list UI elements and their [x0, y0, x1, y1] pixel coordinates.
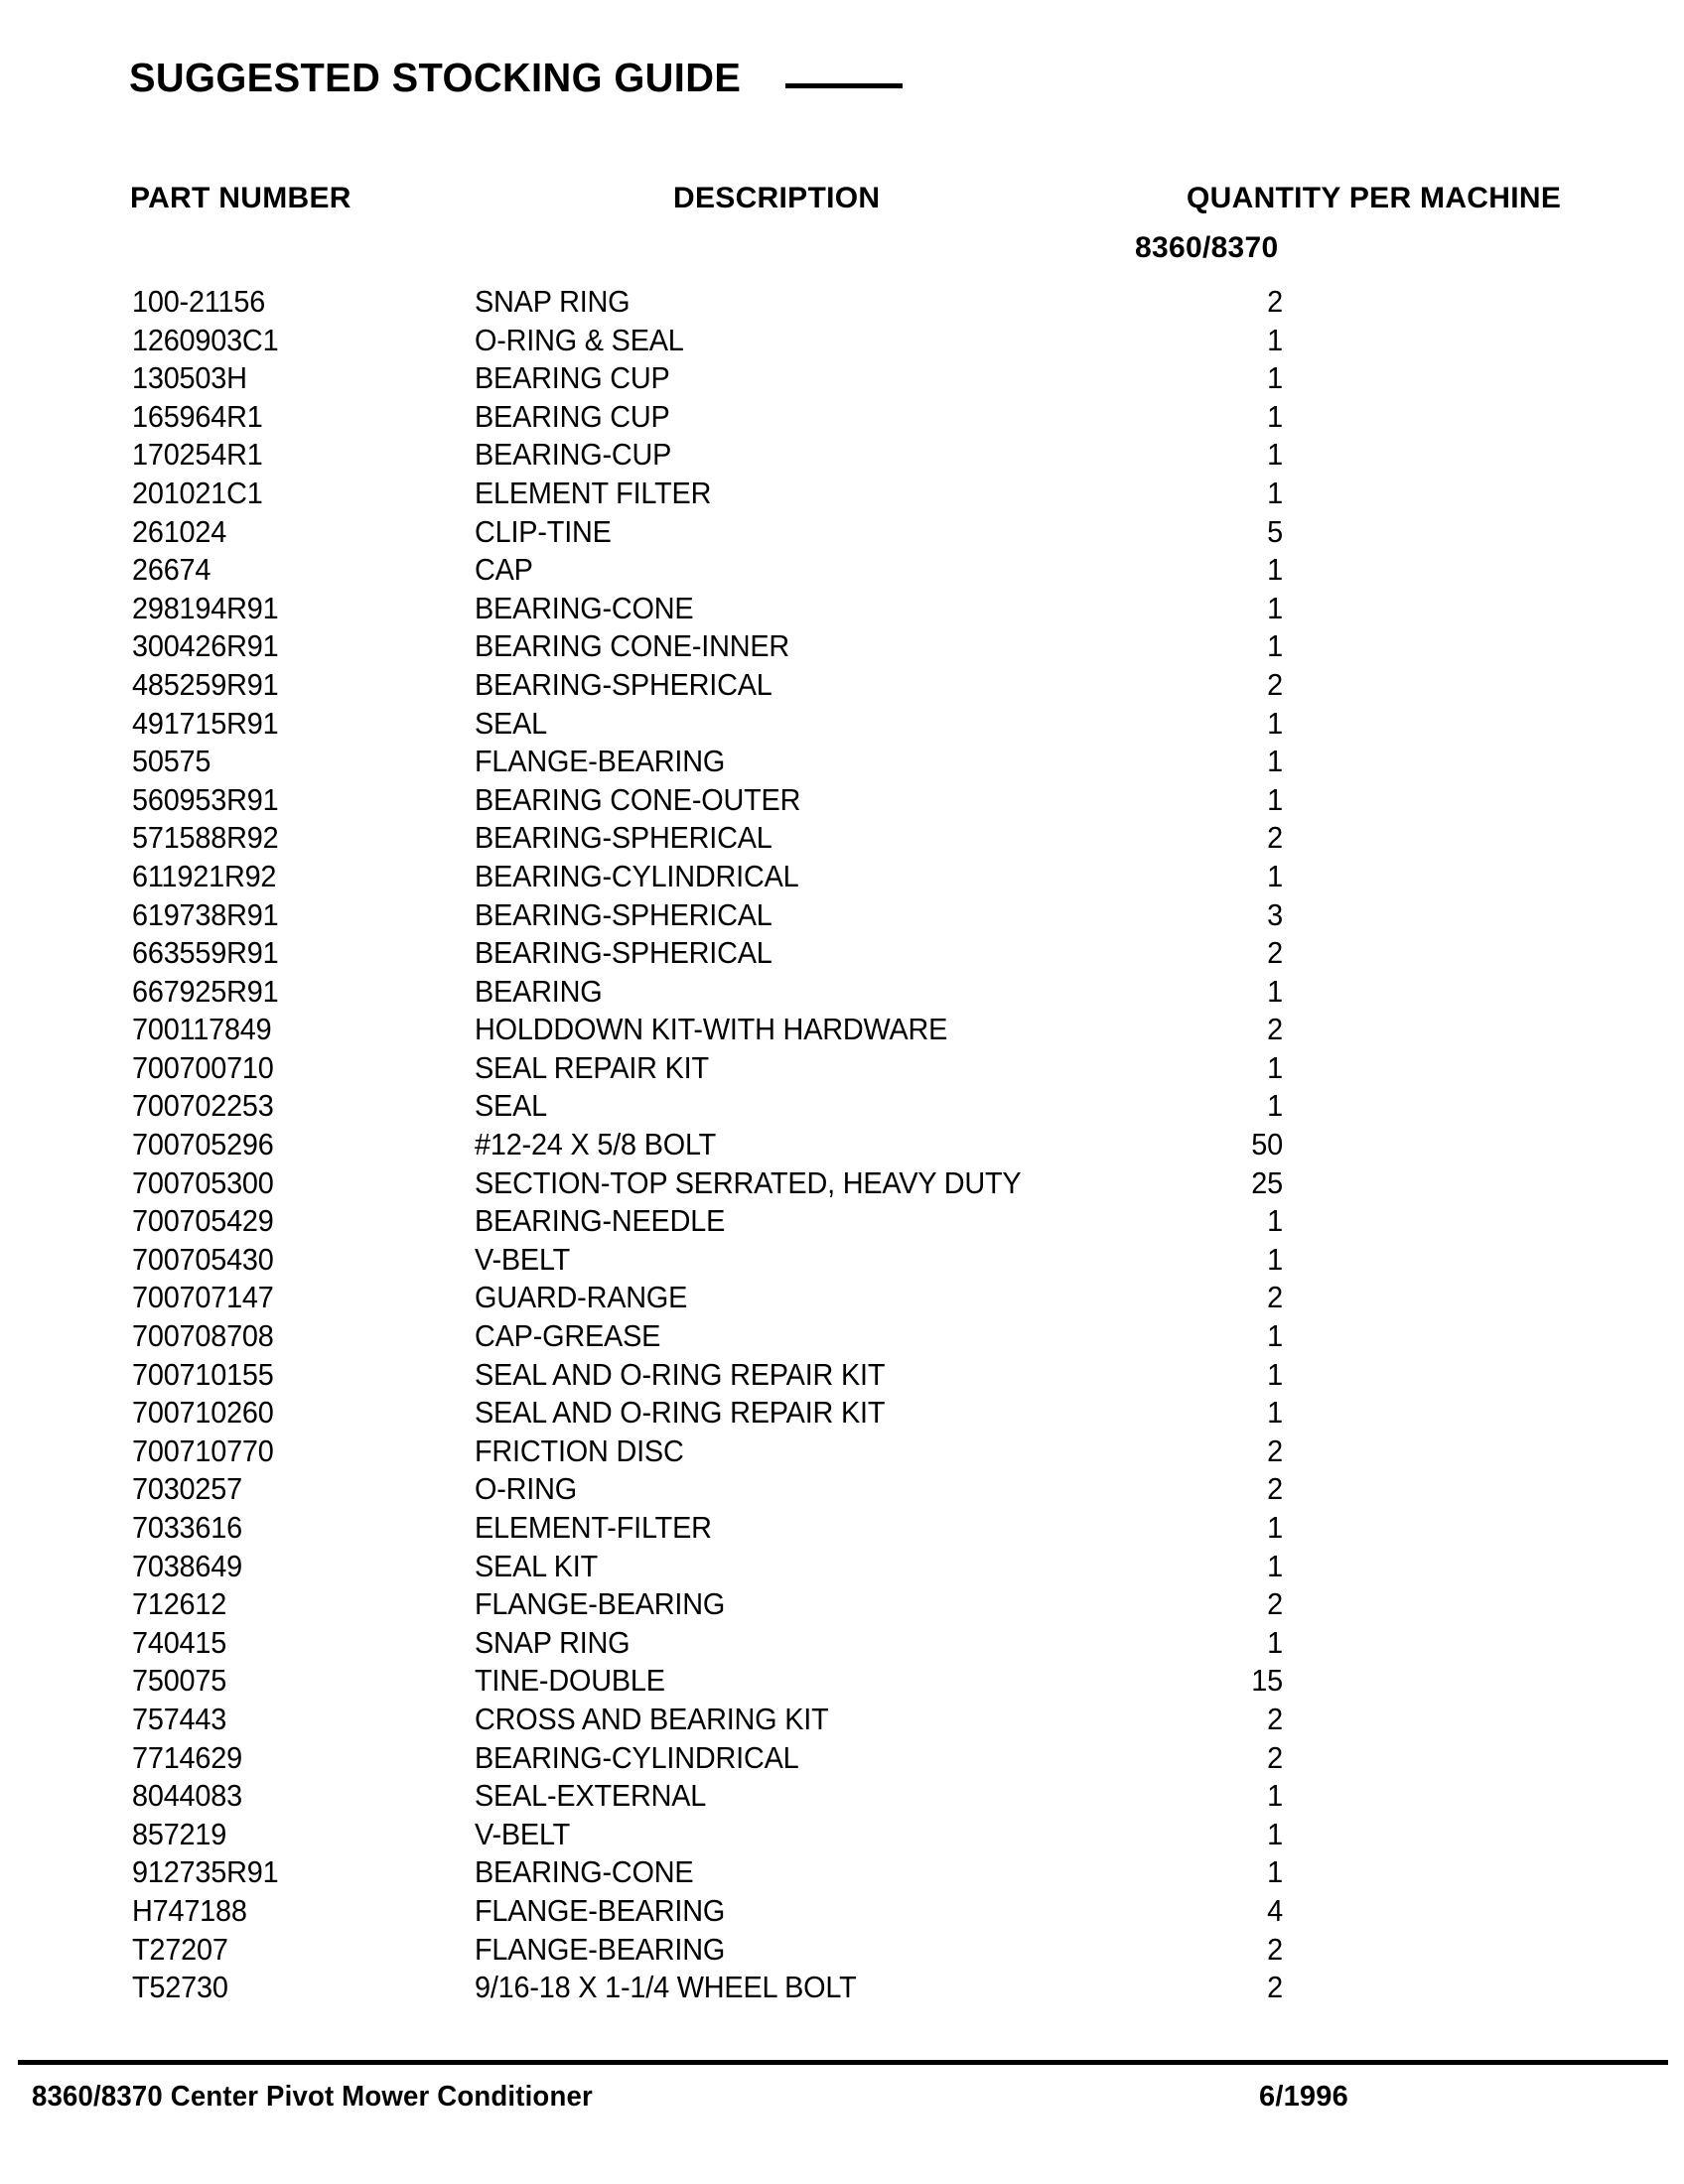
cell-description: SNAP RING [475, 284, 631, 319]
cell-quantity: 1 [1267, 705, 1283, 741]
table-row [0, 283, 1684, 322]
table-row [0, 1662, 1684, 1701]
cell-part-number: 130503H [132, 360, 247, 396]
cell-part-number: 700705296 [132, 1127, 274, 1162]
column-header-quantity: QUANTITY PER MACHINE [1187, 182, 1562, 214]
cell-description: FLANGE-BEARING [475, 1931, 726, 1967]
table-row [0, 666, 1684, 705]
cell-description: V-BELT [475, 1816, 571, 1851]
table-row [0, 1548, 1684, 1586]
table-row [0, 896, 1684, 935]
cell-part-number: 7714629 [132, 1739, 242, 1775]
footer-date: 6/1996 [1259, 2081, 1348, 2113]
cell-quantity: 1 [1267, 437, 1283, 473]
table-column-headers [0, 184, 1684, 273]
cell-description: SNAP RING [475, 1624, 631, 1660]
cell-part-number: 700700710 [132, 1049, 274, 1085]
table-row [0, 398, 1684, 437]
cell-quantity: 2 [1267, 1471, 1283, 1507]
table-row [0, 1433, 1684, 1471]
cell-part-number: 7030257 [132, 1471, 242, 1507]
cell-quantity: 1 [1267, 1088, 1283, 1124]
cell-quantity: 1 [1267, 1318, 1283, 1354]
cell-description: FRICTION DISC [475, 1433, 684, 1468]
table-row [0, 1969, 1684, 2007]
cell-part-number: 700705429 [132, 1203, 274, 1239]
cell-quantity: 2 [1267, 1586, 1283, 1622]
table-row [0, 1701, 1684, 1739]
cell-part-number: 700710260 [132, 1395, 274, 1431]
cell-part-number: T52730 [132, 1970, 228, 2005]
cell-part-number: 712612 [132, 1586, 227, 1622]
cell-quantity: 15 [1251, 1663, 1283, 1699]
cell-quantity: 1 [1267, 590, 1283, 625]
cell-description: BEARING-SPHERICAL [475, 896, 772, 932]
cell-description: BEARING-CYLINDRICAL [475, 858, 799, 893]
cell-part-number: 50575 [132, 744, 211, 779]
table-row [0, 1202, 1684, 1241]
cell-description: BEARING CONE-OUTER [475, 781, 801, 817]
table-row [0, 1394, 1684, 1433]
title-rule-decoration [785, 83, 903, 88]
cell-quantity: 1 [1267, 360, 1283, 396]
cell-part-number: 619738R91 [132, 896, 279, 932]
table-row [0, 1279, 1684, 1317]
cell-quantity: 1 [1267, 1624, 1283, 1660]
table-row [0, 1356, 1684, 1395]
table-row [0, 1317, 1684, 1356]
cell-quantity: 1 [1267, 1778, 1283, 1814]
cell-quantity: 1 [1267, 552, 1283, 588]
cell-part-number: 170254R1 [132, 437, 263, 473]
cell-quantity: 1 [1267, 1395, 1283, 1431]
table-row [0, 1892, 1684, 1931]
cell-description: BEARING CONE-INNER [475, 628, 790, 664]
table-row [0, 781, 1684, 820]
cell-description: FLANGE-BEARING [475, 1892, 726, 1928]
cell-description: HOLDDOWN KIT-WITH HARDWARE [475, 1012, 948, 1047]
cell-part-number: 740415 [132, 1624, 227, 1660]
cell-part-number: 700705300 [132, 1164, 274, 1200]
cell-description: CROSS AND BEARING KIT [475, 1701, 829, 1736]
footer-divider [18, 2060, 1668, 2065]
cell-quantity: 1 [1267, 322, 1283, 357]
table-row [0, 627, 1684, 666]
table-row [0, 1816, 1684, 1854]
table-row [0, 322, 1684, 360]
cell-description: BEARING [475, 973, 603, 1009]
parts-table-body [0, 283, 1684, 2007]
cell-quantity: 25 [1251, 1164, 1283, 1200]
table-row [0, 1739, 1684, 1778]
cell-description: O-RING [475, 1471, 577, 1507]
cell-part-number: 663559R91 [132, 935, 279, 971]
cell-part-number: 700702253 [132, 1088, 274, 1124]
cell-quantity: 1 [1267, 475, 1283, 510]
page-title: SUGGESTED STOCKING GUIDE [129, 55, 742, 100]
table-row [0, 1470, 1684, 1509]
table-row [0, 743, 1684, 781]
cell-description: SEAL-EXTERNAL [475, 1778, 707, 1814]
cell-part-number: 26674 [132, 552, 211, 588]
table-row [0, 1087, 1684, 1126]
cell-part-number: 700707147 [132, 1280, 274, 1315]
column-header-part-number: PART NUMBER [130, 182, 351, 214]
cell-part-number: 700705430 [132, 1241, 274, 1277]
cell-description: SEAL [475, 1088, 547, 1124]
cell-quantity: 2 [1267, 1012, 1283, 1047]
cell-quantity: 4 [1267, 1892, 1283, 1928]
cell-part-number: 700710155 [132, 1356, 274, 1392]
table-row [0, 1624, 1684, 1663]
table-row [0, 590, 1684, 628]
cell-part-number: 700708708 [132, 1318, 274, 1354]
cell-description: 9/16-18 X 1-1/4 WHEEL BOLT [475, 1970, 857, 2005]
cell-quantity: 1 [1267, 1854, 1283, 1890]
cell-part-number: 667925R91 [132, 973, 279, 1009]
footer-model-line: 8360/8370 Center Pivot Mower Conditioner [32, 2081, 593, 2113]
cell-quantity: 5 [1267, 513, 1283, 549]
cell-part-number: 491715R91 [132, 705, 279, 741]
cell-quantity: 1 [1267, 1049, 1283, 1085]
column-header-model: 8360/8370 [1135, 231, 1279, 264]
cell-part-number: 201021C1 [132, 475, 263, 510]
cell-description: GUARD-RANGE [475, 1280, 688, 1315]
cell-quantity: 1 [1267, 858, 1283, 893]
cell-description: BEARING-CYLINDRICAL [475, 1739, 799, 1775]
cell-quantity: 1 [1267, 744, 1283, 779]
table-row [0, 858, 1684, 896]
cell-description: BEARING CUP [475, 360, 670, 396]
cell-part-number: 298194R91 [132, 590, 279, 625]
cell-part-number: 750075 [132, 1663, 227, 1699]
cell-part-number: 912735R91 [132, 1854, 279, 1890]
cell-quantity: 1 [1267, 973, 1283, 1009]
cell-description: SEAL AND O-RING REPAIR KIT [475, 1356, 886, 1392]
title-row [129, 55, 903, 100]
table-row [0, 1011, 1684, 1049]
cell-description: O-RING & SEAL [475, 322, 684, 357]
cell-description: BEARING-SPHERICAL [475, 666, 772, 702]
cell-description: SEAL [475, 705, 547, 741]
cell-quantity: 2 [1267, 1970, 1283, 2005]
table-row [0, 1931, 1684, 1970]
cell-description: ELEMENT-FILTER [475, 1510, 712, 1545]
cell-part-number: H747188 [132, 1892, 247, 1928]
cell-description: #12-24 X 5/8 BOLT [475, 1127, 717, 1162]
cell-quantity: 1 [1267, 1203, 1283, 1239]
cell-description: SEAL AND O-RING REPAIR KIT [475, 1395, 886, 1431]
table-row [0, 513, 1684, 552]
table-row [0, 1126, 1684, 1164]
cell-part-number: 700117849 [132, 1012, 272, 1047]
cell-description: BEARING-SPHERICAL [475, 820, 772, 856]
cell-description: BEARING-CONE [475, 590, 694, 625]
cell-part-number: 300426R91 [132, 628, 279, 664]
cell-part-number: 261024 [132, 513, 227, 549]
cell-quantity: 50 [1251, 1127, 1283, 1162]
cell-part-number: 571588R92 [132, 820, 279, 856]
cell-part-number: 611921R92 [132, 858, 277, 893]
table-row [0, 819, 1684, 858]
cell-quantity: 2 [1267, 1739, 1283, 1775]
cell-quantity: 2 [1267, 1280, 1283, 1315]
table-row [0, 359, 1684, 398]
cell-part-number: 485259R91 [132, 666, 279, 702]
cell-description: CAP-GREASE [475, 1318, 661, 1354]
table-row [0, 973, 1684, 1012]
cell-quantity: 1 [1267, 628, 1283, 664]
table-row [0, 475, 1684, 513]
cell-part-number: 8044083 [132, 1778, 242, 1814]
cell-quantity: 1 [1267, 781, 1283, 817]
cell-quantity: 1 [1267, 398, 1283, 434]
table-row [0, 1164, 1684, 1203]
cell-quantity: 2 [1267, 935, 1283, 971]
cell-description: BEARING CUP [475, 398, 670, 434]
table-row [0, 1509, 1684, 1548]
cell-quantity: 2 [1267, 666, 1283, 702]
cell-part-number: 7033616 [132, 1510, 242, 1545]
cell-quantity: 2 [1267, 820, 1283, 856]
cell-description: BEARING-CONE [475, 1854, 694, 1890]
cell-quantity: 1 [1267, 1548, 1283, 1583]
cell-description: SECTION-TOP SERRATED, HEAVY DUTY [475, 1164, 1022, 1200]
cell-quantity: 3 [1267, 896, 1283, 932]
table-row [0, 1853, 1684, 1892]
cell-description: ELEMENT FILTER [475, 475, 712, 510]
cell-quantity: 2 [1267, 1701, 1283, 1736]
table-row [0, 1585, 1684, 1624]
cell-quantity: 2 [1267, 284, 1283, 319]
table-row [0, 436, 1684, 475]
cell-part-number: 757443 [132, 1701, 227, 1736]
cell-quantity: 2 [1267, 1433, 1283, 1468]
cell-part-number: 1260903C1 [132, 322, 279, 357]
cell-part-number: 857219 [132, 1816, 227, 1851]
table-row [0, 934, 1684, 973]
cell-description: CAP [475, 552, 533, 588]
cell-quantity: 1 [1267, 1510, 1283, 1545]
cell-part-number: 100-21156 [132, 284, 266, 319]
cell-description: SEAL KIT [475, 1548, 599, 1583]
cell-description: TINE-DOUBLE [475, 1663, 665, 1699]
cell-description: FLANGE-BEARING [475, 1586, 726, 1622]
table-row [0, 1777, 1684, 1816]
cell-description: BEARING-NEEDLE [475, 1203, 726, 1239]
table-row [0, 1049, 1684, 1088]
cell-description: V-BELT [475, 1241, 571, 1277]
cell-description: BEARING-SPHERICAL [475, 935, 772, 971]
table-row [0, 551, 1684, 590]
cell-part-number: 560953R91 [132, 781, 279, 817]
table-row [0, 705, 1684, 744]
column-header-description: DESCRIPTION [673, 182, 881, 214]
cell-description: BEARING-CUP [475, 437, 672, 473]
cell-part-number: 165964R1 [132, 398, 263, 434]
cell-description: CLIP-TINE [475, 513, 612, 549]
cell-quantity: 1 [1267, 1241, 1283, 1277]
cell-description: SEAL REPAIR KIT [475, 1049, 709, 1085]
cell-quantity: 1 [1267, 1816, 1283, 1851]
cell-part-number: 7038649 [132, 1548, 242, 1583]
cell-quantity: 1 [1267, 1356, 1283, 1392]
cell-quantity: 2 [1267, 1931, 1283, 1967]
table-row [0, 1241, 1684, 1280]
cell-part-number: 700710770 [132, 1433, 274, 1468]
cell-description: FLANGE-BEARING [475, 744, 726, 779]
cell-part-number: T27207 [132, 1931, 228, 1967]
